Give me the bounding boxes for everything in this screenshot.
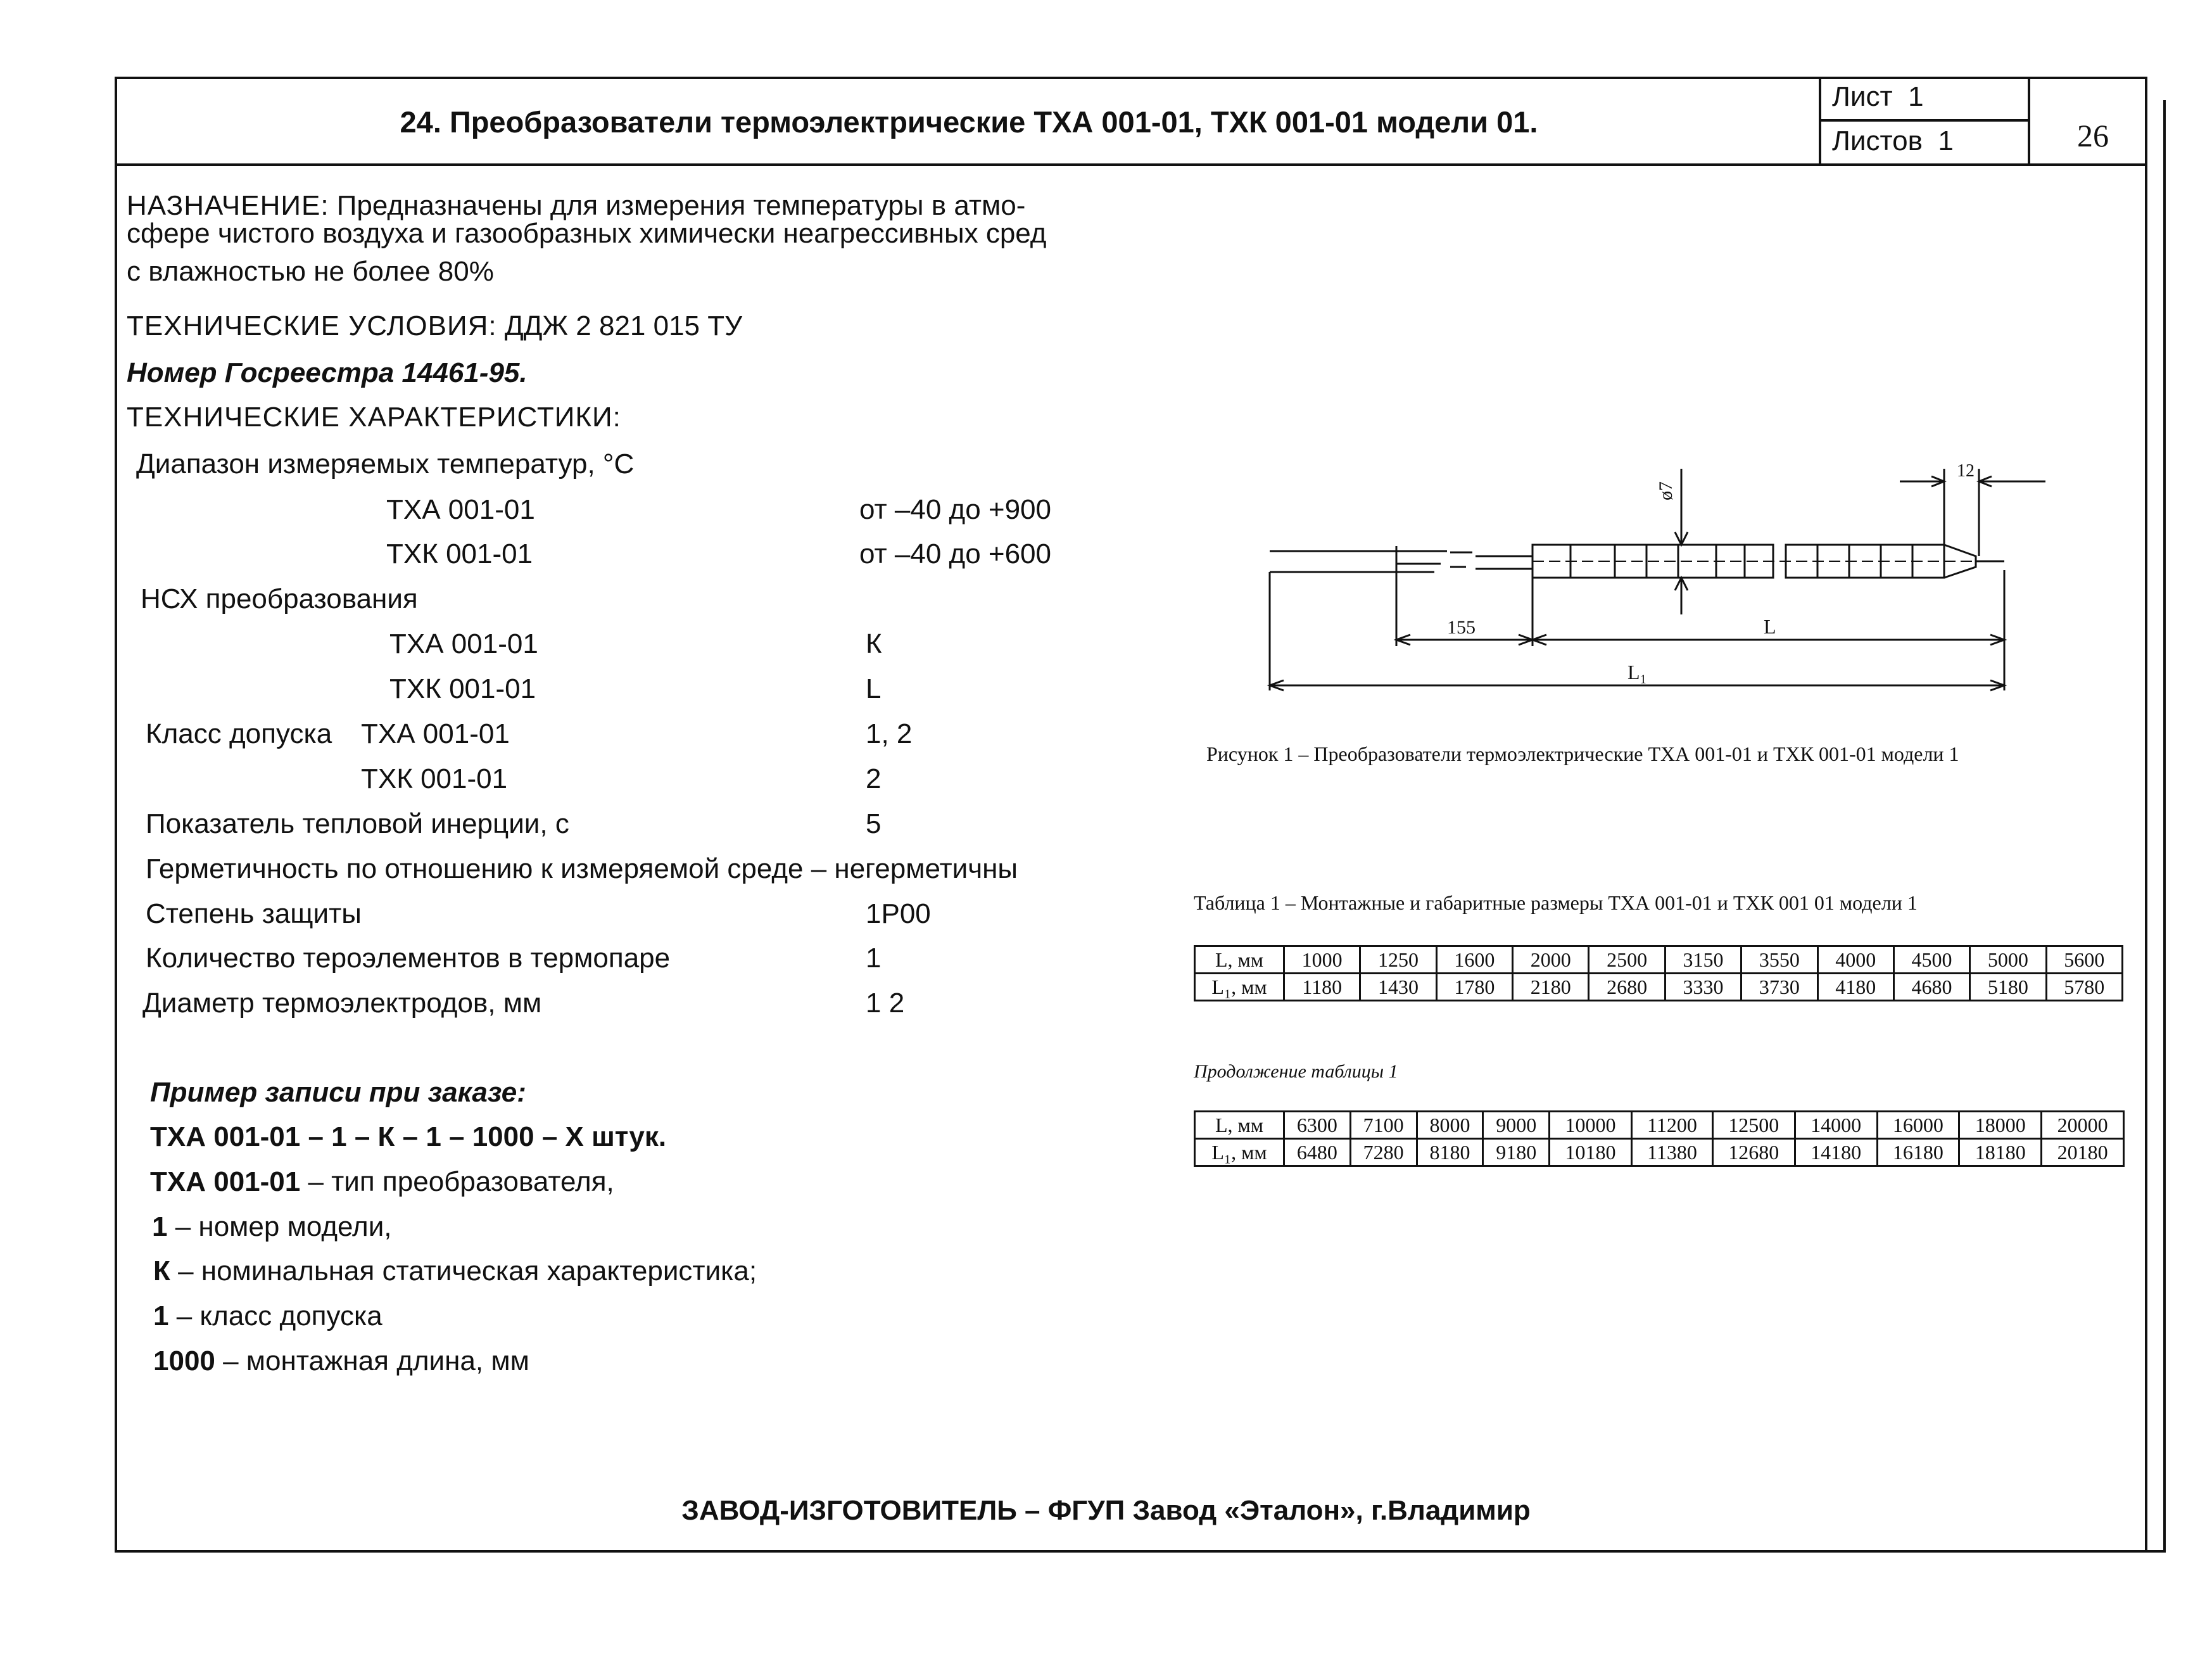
nsx-label: НСХ преобразования — [141, 583, 418, 614]
table-cell: 1780 — [1436, 974, 1512, 1001]
elements-value: 1 — [866, 943, 882, 974]
figure-caption: Рисунок 1 – Преобразователи термоэлектрические ТХА 001-01 и ТХК 001-01 модели 1 — [1206, 742, 1959, 765]
page-number: 26 — [2077, 118, 2109, 153]
table-cell: 4180 — [1817, 974, 1893, 1001]
table-cell: 9000 — [1483, 1112, 1550, 1139]
purpose-line-2: сфере чистого воздуха и газообразных химически неагрессивных сред — [127, 218, 1047, 249]
range-model-2: ТХК 001-01 — [386, 538, 533, 569]
legend-item: 1000 – монтажная длина, мм — [153, 1345, 529, 1376]
registry-number: Номер Госреестра 14461-95. — [127, 357, 528, 388]
table-cell: 6480 — [1284, 1139, 1351, 1166]
nsx-model-1: ТХА 001-01 — [389, 628, 538, 659]
table-cell: 12680 — [1712, 1139, 1795, 1166]
table-cell: 1180 — [1284, 974, 1360, 1001]
table-cell: 5780 — [2046, 974, 2122, 1001]
table-cell: 6300 — [1284, 1112, 1351, 1139]
table-cell: 9180 — [1483, 1139, 1550, 1166]
dimensions-table-continued — [1194, 1110, 2125, 1167]
dim-diameter-label: ø7 — [1655, 481, 1676, 500]
dim-L1-label: L₁ — [1627, 661, 1647, 683]
inertia-label: Показатель тепловой инерции, с — [146, 808, 569, 839]
sheet-label: Лист 1 — [1832, 81, 1924, 112]
table-cell: 8000 — [1417, 1112, 1483, 1139]
nsx-model-2: ТХК 001-01 — [389, 673, 536, 704]
class-value-1: 1, 2 — [866, 718, 913, 749]
dim-L-label: L — [1764, 615, 1776, 638]
table-cell: 10180 — [1550, 1139, 1632, 1166]
table1-caption: Таблица 1 – Монтажные и габаритные размеры ТХА 001-01 и ТХК 001 01 модели 1 — [1194, 891, 1918, 914]
purpose-line-1: НАЗНАЧЕНИЕ: Предназначены для измерения температуры в атмо- — [127, 190, 1026, 221]
diameter-value: 1 2 — [866, 988, 905, 1019]
class-value-2: 2 — [866, 763, 882, 794]
table-row — [1195, 946, 2123, 974]
table-cell: 2500 — [1589, 946, 1665, 974]
table-cell: 2180 — [1513, 974, 1589, 1001]
manufacturer-footer: ЗАВОД-ИЗГОТОВИТЕЛЬ – ФГУП Завод «Эталон», г.Владимир — [681, 1495, 1531, 1526]
table-cell: 4500 — [1893, 946, 1969, 974]
table-cell: 1600 — [1436, 946, 1512, 974]
dim-155-label: 155 — [1447, 617, 1476, 638]
table-cell: 8180 — [1417, 1139, 1483, 1166]
class-model-1: ТХА 001-01 — [361, 718, 510, 749]
range-label: Диапазон измеряемых температур, °С — [136, 448, 635, 480]
table-cell: 16000 — [1877, 1112, 1959, 1139]
table-row — [1195, 974, 2123, 1001]
table-cell: 12500 — [1712, 1112, 1795, 1139]
table-cell: 11380 — [1631, 1139, 1712, 1166]
table-cell: 7100 — [1350, 1112, 1417, 1139]
legend-item: 1 – класс допуска — [153, 1300, 382, 1332]
protection-value: 1Р00 — [866, 898, 931, 929]
elements-label: Количество тероэлементов в термопаре — [146, 943, 671, 974]
table-row — [1195, 1139, 2124, 1166]
table-cell: 4000 — [1817, 946, 1893, 974]
table-row — [1195, 1112, 2124, 1139]
class-label: Класс допуска — [146, 718, 332, 749]
table-cell: 18000 — [1959, 1112, 2042, 1139]
protection-label: Степень защиты — [146, 898, 362, 929]
class-model-2: ТХК 001-01 — [361, 763, 508, 794]
table-cell: 14180 — [1795, 1139, 1877, 1166]
frame-shadow-bottom — [136, 1550, 2166, 1553]
table-cell: 3150 — [1665, 946, 1741, 974]
table-cell: 18180 — [1959, 1139, 2042, 1166]
table-row-label: L, мм — [1195, 946, 1284, 974]
order-example: ТХА 001-01 – 1 – К – 1 – 1000 – Х штук. — [150, 1121, 667, 1152]
table-cell: 20180 — [2042, 1139, 2124, 1166]
table-cell: 11200 — [1631, 1112, 1712, 1139]
table-cell: 5180 — [1970, 974, 2046, 1001]
table-cell: 5000 — [1970, 946, 2046, 974]
table-cell: 2680 — [1589, 974, 1665, 1001]
diameter-label: Диаметр термоэлектродов, мм — [142, 988, 542, 1019]
table-cell: 3730 — [1741, 974, 1817, 1001]
tech-conditions: ТЕХНИЧЕСКИЕ УСЛОВИЯ: ДДЖ 2 821 015 ТУ — [127, 310, 743, 341]
table-row-label: L, мм — [1195, 1112, 1284, 1139]
table-cell: 16180 — [1877, 1139, 1959, 1166]
inertia-value: 5 — [866, 808, 882, 839]
range-value-1: от –40 до +900 — [859, 494, 1051, 525]
sheets-label: Листов 1 — [1832, 125, 1954, 156]
sheet-box-divider — [1819, 119, 2030, 122]
range-model-1: ТХА 001-01 — [386, 494, 535, 525]
table-cell: 4680 — [1893, 974, 1969, 1001]
range-value-2: от –40 до +600 — [859, 538, 1051, 569]
page-title: 24. Преобразователи термоэлектрические ТХА 001-01, ТХК 001-01 модели 01. — [400, 105, 1538, 139]
table-cell: 1000 — [1284, 946, 1360, 974]
thermocouple-drawing — [1260, 456, 2083, 709]
legend-item: 1 – номер модели, — [152, 1211, 392, 1242]
nsx-value-2: L — [866, 673, 882, 704]
table-cell: 3330 — [1665, 974, 1741, 1001]
table-cell: 7280 — [1350, 1139, 1417, 1166]
nsx-value-1: К — [866, 628, 882, 659]
table-cell: 1430 — [1360, 974, 1436, 1001]
table-row-label: L₁, мм — [1195, 974, 1284, 1001]
dimensions-table — [1194, 945, 2123, 1001]
table-cell: 14000 — [1795, 1112, 1877, 1139]
table-cell: 20000 — [2042, 1112, 2124, 1139]
tech-specs-heading: ТЕХНИЧЕСКИЕ ХАРАКТЕРИСТИКИ: — [127, 402, 621, 433]
table-cell: 10000 — [1550, 1112, 1632, 1139]
table-cell: 2000 — [1513, 946, 1589, 974]
table-cell: 3550 — [1741, 946, 1817, 974]
table-cell: 5600 — [2046, 946, 2122, 974]
legend-item: ТХА 001-01 – тип преобразователя, — [150, 1166, 614, 1197]
order-example-heading: Пример записи при заказе: — [150, 1077, 526, 1108]
table1-continuation-caption: Продолжение таблицы 1 — [1194, 1061, 1398, 1082]
frame-shadow-right — [2163, 100, 2166, 1553]
table-cell: 1250 — [1360, 946, 1436, 974]
legend-item: К – номинальная статическая характеристика; — [153, 1255, 757, 1287]
dim-tip-label: 12 — [1957, 461, 1975, 481]
table-row-label: L₁, мм — [1195, 1139, 1284, 1166]
hermetic-text: Герметичность по отношению к измеряемой среде – негерметичны — [146, 853, 1018, 884]
purpose-line-3: с влажностью не более 80% — [127, 256, 494, 287]
